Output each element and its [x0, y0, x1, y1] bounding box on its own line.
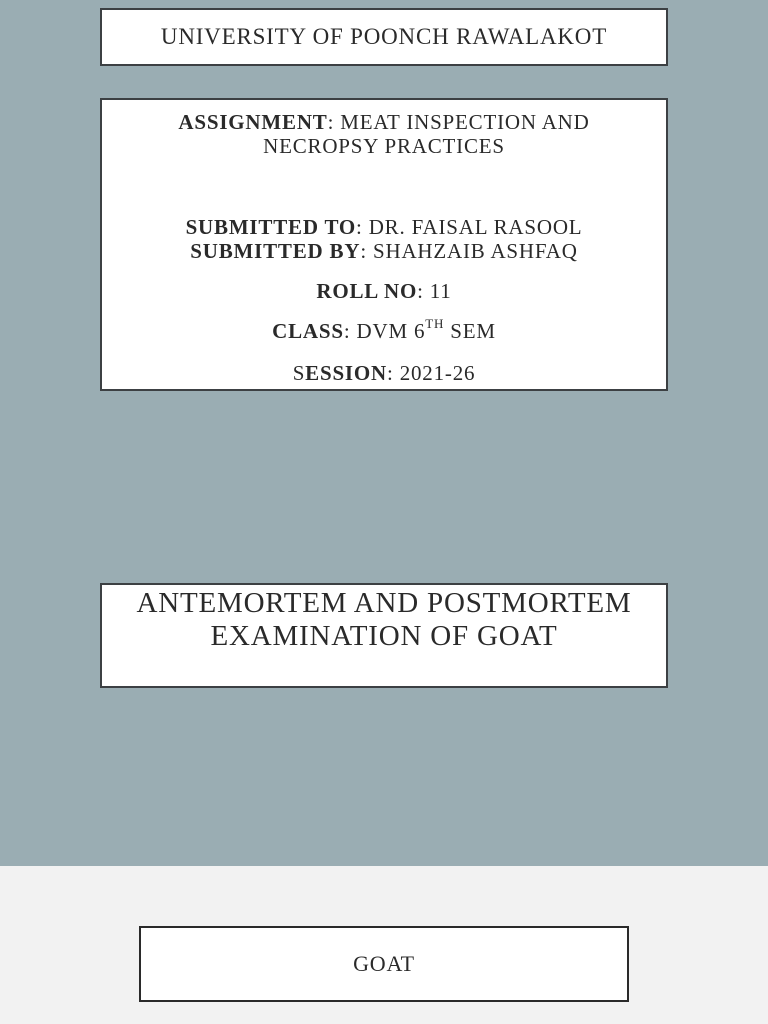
class-superscript: TH — [425, 316, 445, 331]
submitted-by-value: : SHAHZAIB ASHFAQ — [360, 239, 578, 263]
class-line — [102, 316, 666, 343]
submitted-to-line — [102, 215, 666, 239]
class-value-suffix: SEM — [444, 319, 496, 343]
assignment-value: : MEAT INSPECTION AND NECROPSY PRACTICES — [263, 110, 590, 158]
submitted-to-label: SUBMITTED TO — [185, 215, 357, 239]
university-box — [100, 8, 668, 66]
assignment-label: ASSIGNMENT — [178, 110, 328, 134]
roll-no-line — [102, 279, 666, 303]
roll-no-value: : 11 — [417, 279, 452, 303]
roll-no-label: ROLL NO — [316, 279, 418, 303]
presentation-title: ANTEMORTEM AND POSTMORTEM EXAMINATION OF GOAT — [136, 587, 632, 652]
submitted-by-label: SUBMITTED BY — [190, 239, 361, 263]
session-label: ESSION — [305, 361, 388, 385]
session-label-initial: S — [292, 361, 306, 385]
class-label: CLASS — [272, 319, 344, 343]
class-value-prefix: : DVM 6 — [343, 319, 426, 343]
next-slide-title-box — [139, 926, 629, 1002]
submitted-to-value: : DR. FAISAL RASOOL — [356, 215, 583, 239]
presentation-title-box — [100, 583, 668, 688]
assignment-line — [142, 110, 626, 158]
submitted-by-line — [102, 239, 666, 263]
session-line — [102, 361, 666, 385]
university-name: UNIVERSITY OF POONCH RAWALAKOT — [160, 24, 608, 49]
next-slide-title: GOAT — [353, 951, 415, 976]
session-value: : 2021-26 — [387, 361, 476, 385]
assignment-details-box — [100, 98, 668, 391]
